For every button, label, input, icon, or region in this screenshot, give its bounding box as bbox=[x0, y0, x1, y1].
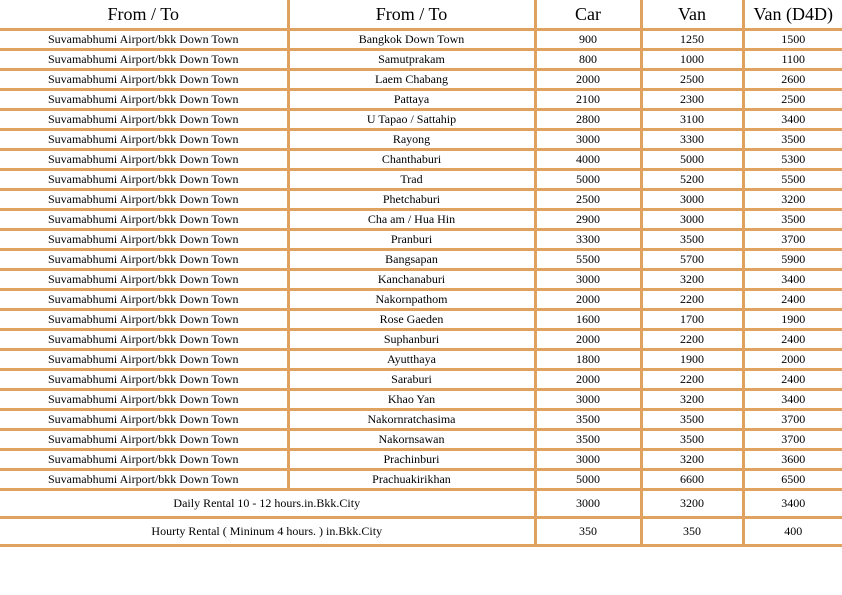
header-car: Car bbox=[535, 0, 641, 30]
origin-cell: Suvamabhumi Airport/bkk Down Town bbox=[0, 70, 288, 90]
van-d4d-price-cell: 400 bbox=[743, 518, 842, 546]
car-price-cell: 5000 bbox=[535, 170, 641, 190]
table-row bbox=[0, 270, 842, 290]
table-row bbox=[0, 350, 842, 370]
car-price-cell: 5500 bbox=[535, 250, 641, 270]
car-price-cell: 1800 bbox=[535, 350, 641, 370]
destination-cell: Chanthaburi bbox=[288, 150, 535, 170]
van-d4d-price-cell: 3400 bbox=[743, 270, 842, 290]
table-row bbox=[0, 330, 842, 350]
van-d4d-price-cell: 3400 bbox=[743, 490, 842, 518]
van-d4d-price-cell: 3600 bbox=[743, 450, 842, 470]
destination-cell: Nakornpathom bbox=[288, 290, 535, 310]
van-price-cell: 1250 bbox=[641, 30, 743, 50]
destination-cell: Khao Yan bbox=[288, 390, 535, 410]
car-price-cell: 3500 bbox=[535, 410, 641, 430]
van-d4d-price-cell: 2500 bbox=[743, 90, 842, 110]
van-price-cell: 2500 bbox=[641, 70, 743, 90]
van-price-cell: 3200 bbox=[641, 450, 743, 470]
rental-row bbox=[0, 490, 842, 518]
van-d4d-price-cell: 3700 bbox=[743, 230, 842, 250]
destination-cell: Pranburi bbox=[288, 230, 535, 250]
car-price-cell: 900 bbox=[535, 30, 641, 50]
van-price-cell: 5700 bbox=[641, 250, 743, 270]
car-price-cell: 2000 bbox=[535, 70, 641, 90]
table-row bbox=[0, 410, 842, 430]
table-row bbox=[0, 150, 842, 170]
origin-cell: Suvamabhumi Airport/bkk Down Town bbox=[0, 270, 288, 290]
van-price-cell: 6600 bbox=[641, 470, 743, 490]
origin-cell: Suvamabhumi Airport/bkk Down Town bbox=[0, 370, 288, 390]
van-d4d-price-cell: 5300 bbox=[743, 150, 842, 170]
table-row bbox=[0, 130, 842, 150]
table-row bbox=[0, 90, 842, 110]
van-d4d-price-cell: 3700 bbox=[743, 410, 842, 430]
origin-cell: Suvamabhumi Airport/bkk Down Town bbox=[0, 130, 288, 150]
van-price-cell: 2300 bbox=[641, 90, 743, 110]
header-from-to-origin: From / To bbox=[0, 0, 288, 30]
van-price-cell: 3500 bbox=[641, 230, 743, 250]
van-price-cell: 2200 bbox=[641, 290, 743, 310]
car-price-cell: 3000 bbox=[535, 130, 641, 150]
table-row bbox=[0, 390, 842, 410]
car-price-cell: 2000 bbox=[535, 290, 641, 310]
car-price-cell: 2500 bbox=[535, 190, 641, 210]
table-row bbox=[0, 230, 842, 250]
van-price-cell: 1900 bbox=[641, 350, 743, 370]
header-van: Van bbox=[641, 0, 743, 30]
van-d4d-price-cell: 3500 bbox=[743, 210, 842, 230]
table-row bbox=[0, 370, 842, 390]
origin-cell: Suvamabhumi Airport/bkk Down Town bbox=[0, 470, 288, 490]
rental-row bbox=[0, 518, 842, 546]
destination-cell: Cha am / Hua Hin bbox=[288, 210, 535, 230]
van-price-cell: 3300 bbox=[641, 130, 743, 150]
table-row bbox=[0, 450, 842, 470]
van-price-cell: 3000 bbox=[641, 210, 743, 230]
destination-cell: Nakornsawan bbox=[288, 430, 535, 450]
van-d4d-price-cell: 2400 bbox=[743, 330, 842, 350]
destination-cell: Laem Chabang bbox=[288, 70, 535, 90]
van-price-cell: 1000 bbox=[641, 50, 743, 70]
van-price-cell: 3200 bbox=[641, 390, 743, 410]
car-price-cell: 2000 bbox=[535, 370, 641, 390]
origin-cell: Suvamabhumi Airport/bkk Down Town bbox=[0, 350, 288, 370]
car-price-cell: 3300 bbox=[535, 230, 641, 250]
van-d4d-price-cell: 3500 bbox=[743, 130, 842, 150]
origin-cell: Suvamabhumi Airport/bkk Down Town bbox=[0, 430, 288, 450]
origin-cell: Suvamabhumi Airport/bkk Down Town bbox=[0, 330, 288, 350]
car-price-cell: 800 bbox=[535, 50, 641, 70]
destination-cell: Samutprakam bbox=[288, 50, 535, 70]
destination-cell: Bangsapan bbox=[288, 250, 535, 270]
car-price-cell: 2100 bbox=[535, 90, 641, 110]
van-d4d-price-cell: 3700 bbox=[743, 430, 842, 450]
van-price-cell: 1700 bbox=[641, 310, 743, 330]
table-row bbox=[0, 310, 842, 330]
origin-cell: Suvamabhumi Airport/bkk Down Town bbox=[0, 190, 288, 210]
van-price-cell: 3500 bbox=[641, 430, 743, 450]
destination-cell: U Tapao / Sattahip bbox=[288, 110, 535, 130]
destination-cell: Kanchanaburi bbox=[288, 270, 535, 290]
van-d4d-price-cell: 2600 bbox=[743, 70, 842, 90]
origin-cell: Suvamabhumi Airport/bkk Down Town bbox=[0, 230, 288, 250]
rental-label-cell: Hourty Rental ( Mininum 4 hours. ) in.Bkk.City bbox=[0, 518, 535, 546]
van-d4d-price-cell: 6500 bbox=[743, 470, 842, 490]
table-row bbox=[0, 70, 842, 90]
table-row bbox=[0, 110, 842, 130]
destination-cell: Suphanburi bbox=[288, 330, 535, 350]
van-d4d-price-cell: 1100 bbox=[743, 50, 842, 70]
van-d4d-price-cell: 3400 bbox=[743, 110, 842, 130]
destination-cell: Phetchaburi bbox=[288, 190, 535, 210]
car-price-cell: 350 bbox=[535, 518, 641, 546]
van-d4d-price-cell: 1900 bbox=[743, 310, 842, 330]
destination-cell: Rose Gaeden bbox=[288, 310, 535, 330]
origin-cell: Suvamabhumi Airport/bkk Down Town bbox=[0, 250, 288, 270]
van-d4d-price-cell: 5500 bbox=[743, 170, 842, 190]
destination-cell: Pattaya bbox=[288, 90, 535, 110]
car-price-cell: 3000 bbox=[535, 390, 641, 410]
destination-cell: Nakornratchasima bbox=[288, 410, 535, 430]
origin-cell: Suvamabhumi Airport/bkk Down Town bbox=[0, 90, 288, 110]
table-row bbox=[0, 430, 842, 450]
van-price-cell: 2200 bbox=[641, 330, 743, 350]
table-row bbox=[0, 470, 842, 490]
origin-cell: Suvamabhumi Airport/bkk Down Town bbox=[0, 50, 288, 70]
van-d4d-price-cell: 3200 bbox=[743, 190, 842, 210]
table-row bbox=[0, 290, 842, 310]
car-price-cell: 4000 bbox=[535, 150, 641, 170]
car-price-cell: 3000 bbox=[535, 490, 641, 518]
van-d4d-price-cell: 2000 bbox=[743, 350, 842, 370]
van-d4d-price-cell: 2400 bbox=[743, 370, 842, 390]
table-row bbox=[0, 250, 842, 270]
van-price-cell: 3200 bbox=[641, 270, 743, 290]
van-price-cell: 3000 bbox=[641, 190, 743, 210]
van-d4d-price-cell: 5900 bbox=[743, 250, 842, 270]
car-price-cell: 1600 bbox=[535, 310, 641, 330]
destination-cell: Ayutthaya bbox=[288, 350, 535, 370]
table-header-row bbox=[0, 0, 842, 30]
car-price-cell: 5000 bbox=[535, 470, 641, 490]
header-van-d4d: Van (D4D) bbox=[743, 0, 842, 30]
destination-cell: Rayong bbox=[288, 130, 535, 150]
van-price-cell: 3200 bbox=[641, 490, 743, 518]
origin-cell: Suvamabhumi Airport/bkk Down Town bbox=[0, 110, 288, 130]
van-d4d-price-cell: 2400 bbox=[743, 290, 842, 310]
origin-cell: Suvamabhumi Airport/bkk Down Town bbox=[0, 390, 288, 410]
van-price-cell: 5000 bbox=[641, 150, 743, 170]
origin-cell: Suvamabhumi Airport/bkk Down Town bbox=[0, 410, 288, 430]
van-price-cell: 3500 bbox=[641, 410, 743, 430]
table-row bbox=[0, 210, 842, 230]
origin-cell: Suvamabhumi Airport/bkk Down Town bbox=[0, 30, 288, 50]
car-price-cell: 3000 bbox=[535, 270, 641, 290]
table-row bbox=[0, 190, 842, 210]
origin-cell: Suvamabhumi Airport/bkk Down Town bbox=[0, 150, 288, 170]
destination-cell: Prachinburi bbox=[288, 450, 535, 470]
car-price-cell: 2900 bbox=[535, 210, 641, 230]
destination-cell: Bangkok Down Town bbox=[288, 30, 535, 50]
table-row bbox=[0, 170, 842, 190]
origin-cell: Suvamabhumi Airport/bkk Down Town bbox=[0, 210, 288, 230]
van-price-cell: 350 bbox=[641, 518, 743, 546]
origin-cell: Suvamabhumi Airport/bkk Down Town bbox=[0, 310, 288, 330]
car-price-cell: 3000 bbox=[535, 450, 641, 470]
van-price-cell: 5200 bbox=[641, 170, 743, 190]
origin-cell: Suvamabhumi Airport/bkk Down Town bbox=[0, 450, 288, 470]
table-body bbox=[0, 30, 842, 546]
car-price-cell: 2800 bbox=[535, 110, 641, 130]
header-from-to-destination: From / To bbox=[288, 0, 535, 30]
van-price-cell: 2200 bbox=[641, 370, 743, 390]
car-price-cell: 3500 bbox=[535, 430, 641, 450]
origin-cell: Suvamabhumi Airport/bkk Down Town bbox=[0, 290, 288, 310]
car-price-cell: 2000 bbox=[535, 330, 641, 350]
destination-cell: Trad bbox=[288, 170, 535, 190]
table-row bbox=[0, 50, 842, 70]
origin-cell: Suvamabhumi Airport/bkk Down Town bbox=[0, 170, 288, 190]
van-d4d-price-cell: 1500 bbox=[743, 30, 842, 50]
van-price-cell: 3100 bbox=[641, 110, 743, 130]
rental-label-cell: Daily Rental 10 - 12 hours.in.Bkk.City bbox=[0, 490, 535, 518]
table-row bbox=[0, 30, 842, 50]
destination-cell: Saraburi bbox=[288, 370, 535, 390]
destination-cell: Prachuakirikhan bbox=[288, 470, 535, 490]
van-d4d-price-cell: 3400 bbox=[743, 390, 842, 410]
